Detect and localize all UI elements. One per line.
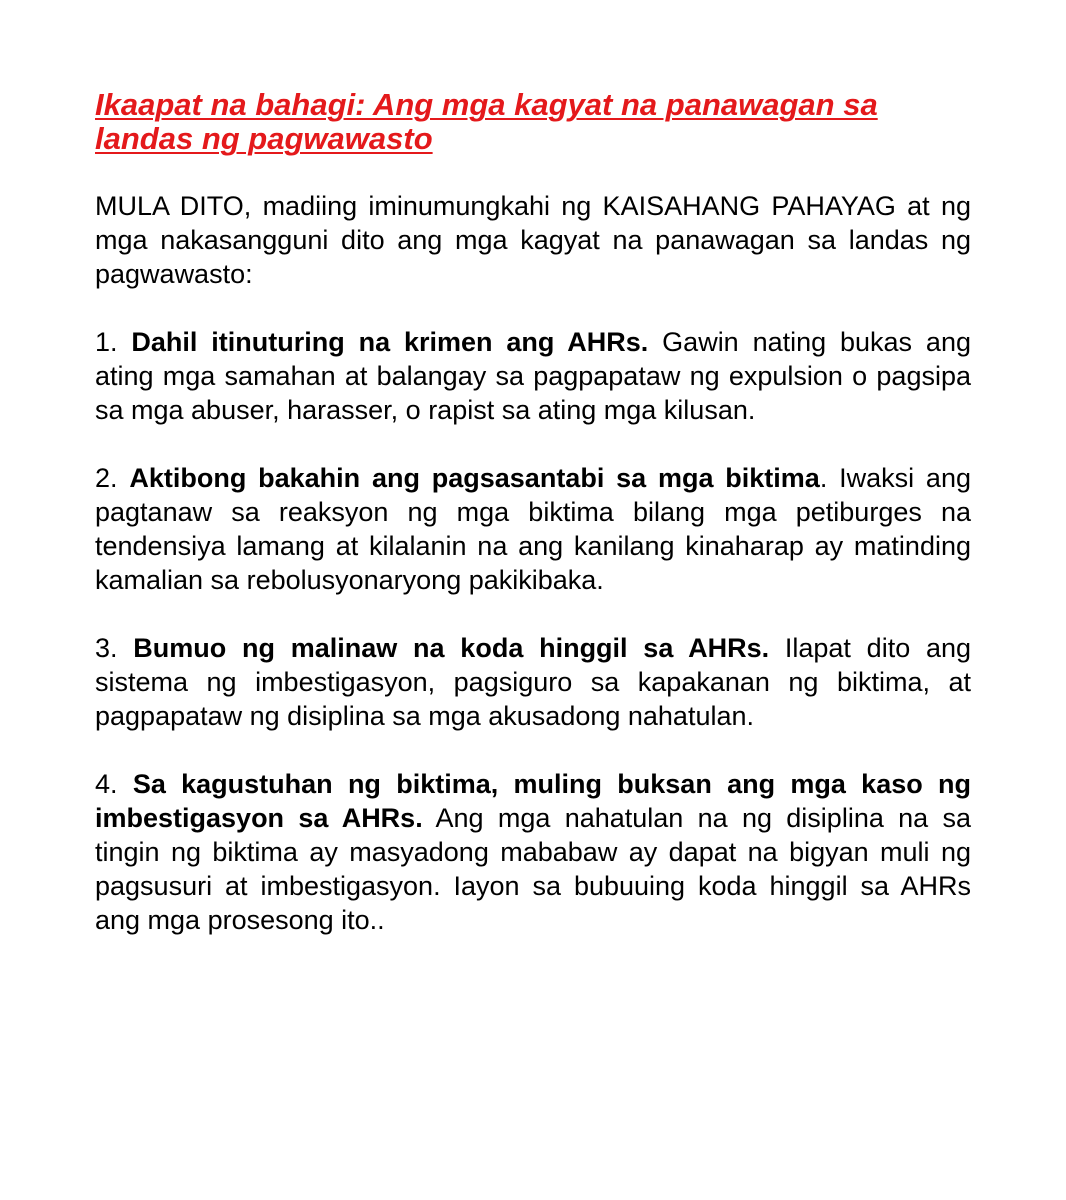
item-body: Gawin nating bukas ang ating mga samahan at balangay sa pagpapataw ng expulsion o pagsipa sa mga abuser, harasser, o rapist sa ating mga kilusan. — [95, 327, 971, 425]
list-item-4 — [95, 767, 971, 937]
section-heading: Ikaapat na bahagi: Ang mga kagyat na panawagan sa landas ng pagwawasto — [95, 87, 878, 156]
document-page — [95, 88, 971, 937]
list-item-2 — [95, 461, 971, 597]
item-body: . Iwaksi ang pagtanaw sa reaksyon ng mga biktima bilang mga petiburges na tendensiya lamang at kilalanin na ang kanilang kinaharap ay matinding kamalian sa rebolusyonaryong pakikibaka. — [95, 463, 971, 595]
list-item-1 — [95, 325, 971, 427]
item-bold-title: Aktibong bakahin ang pagsasantabi sa mga biktima — [129, 463, 820, 493]
item-bold-title: Dahil itinuturing na krimen ang AHRs. — [131, 327, 649, 357]
item-body: Ilapat dito ang sistema ng imbestigasyon, pagsiguro sa kapakanan ng biktima, at pagpapataw ng disiplina sa mga akusadong nahatulan. — [95, 633, 972, 731]
item-number: 3. — [95, 633, 118, 663]
intro-paragraph: MULA DITO, madiing iminumungkahi ng KAISAHANG PAHAYAG at ng mga nakasangguni dito ang mga kagyat na panawagan sa landas ng pagwawasto: — [95, 191, 971, 289]
item-number: 4. — [95, 769, 118, 799]
item-bold-title: Bumuo ng malinaw na koda hinggil sa AHRs. — [133, 633, 770, 663]
item-body: Ang mga nahatulan na ng disiplina na sa tingin ng biktima ay masyadong mababaw ay dapat na bigyan muli ng pagsusuri at imbestigasyon. Iayon sa bubuuing koda hinggil sa AHRs ang mga prosesong ito.. — [95, 803, 972, 935]
item-number: 1. — [95, 327, 118, 357]
item-number: 2. — [95, 463, 118, 493]
list-item-3 — [95, 631, 971, 733]
item-bold-title: Sa kagustuhan ng biktima, muling buksan ang mga kaso ng imbestigasyon sa AHRs. — [95, 769, 971, 833]
